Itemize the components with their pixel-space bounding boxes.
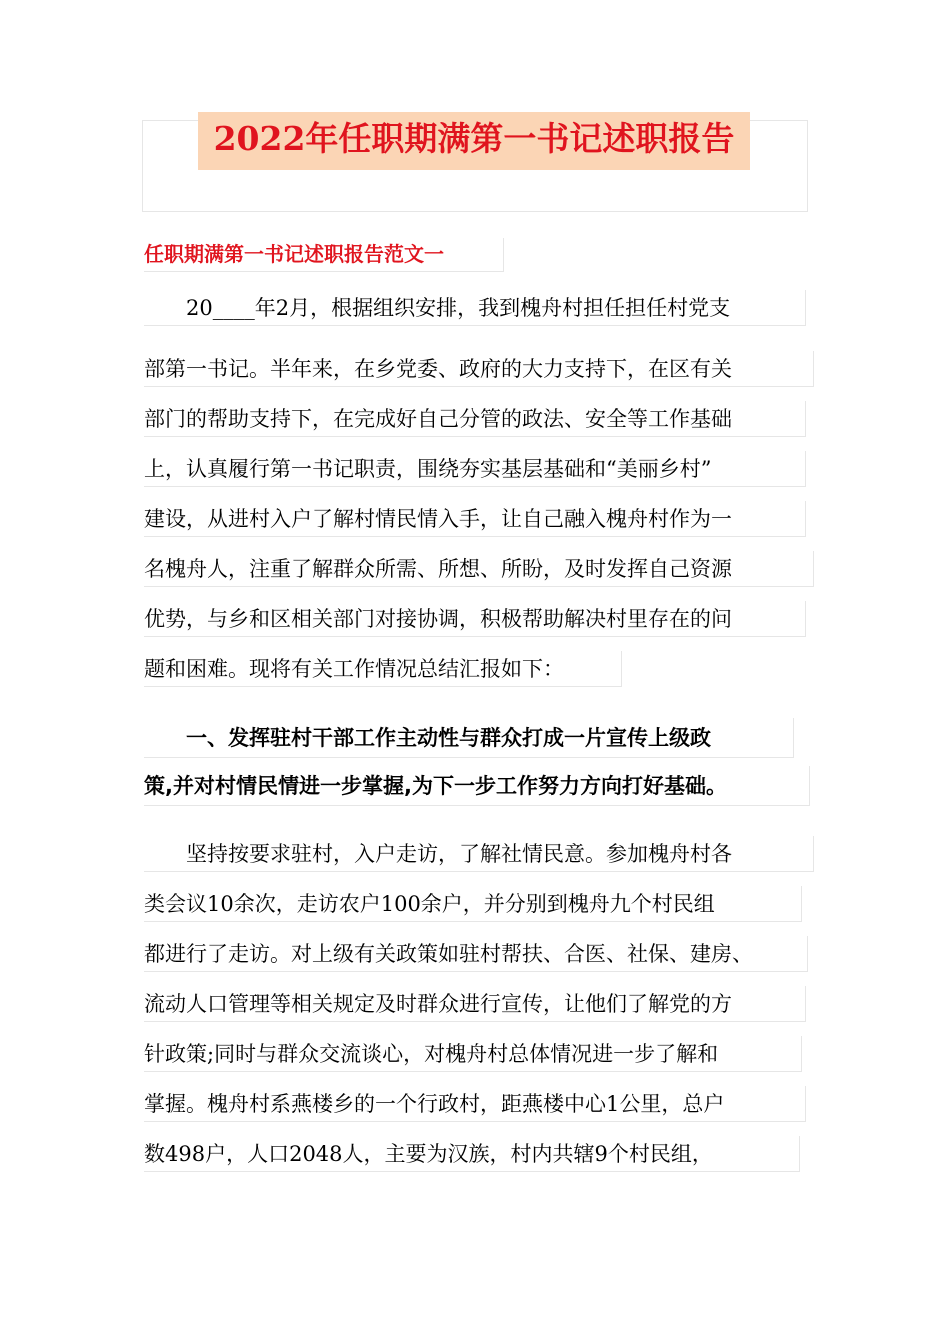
text-line: 名槐舟人，注重了解群众所需、所想、所盼，及时发挥自己资源 (144, 551, 814, 587)
heading-line: 一、发挥驻村干部工作主动性与群众打成一片宣传上级政 (144, 718, 794, 758)
section-subtitle: 任职期满第一书记述职报告范文一 (144, 238, 504, 272)
text-line: 流动人口管理等相关规定及时群众进行宣传，让他们了解党的方 (144, 986, 806, 1022)
text-line: 数498户，人口2048人，主要为汉族，村内共辖9个村民组， (144, 1136, 800, 1172)
text-line: 20____年2月，根据组织安排，我到槐舟村担任担任村党支 (144, 290, 806, 326)
text-line: 优势，与乡和区相关部门对接协调，积极帮助解决村里存在的问 (144, 601, 806, 637)
text-line: 部第一书记。半年来，在乡党委、政府的大力支持下，在区有关 (144, 351, 814, 387)
text-line: 掌握。槐舟村系燕楼乡的一个行政村，距燕楼中心1公里，总户 (144, 1086, 806, 1122)
document-title: 2022年任职期满第一书记述职报告 (198, 112, 750, 170)
text-line: 题和困难。现将有关工作情况总结汇报如下： (144, 651, 622, 687)
text-line: 都进行了走访。对上级有关政策如驻村帮扶、合医、社保、建房、 (144, 936, 808, 972)
text-line: 坚持按要求驻村，入户走访，了解社情民意。参加槐舟村各 (144, 836, 814, 872)
text-line: 类会议10余次，走访农户100余户，并分别到槐舟九个村民组 (144, 886, 802, 922)
text-line: 建设，从进村入户了解村情民情入手，让自己融入槐舟村作为一 (144, 501, 806, 537)
text-line: 部门的帮助支持下，在完成好自己分管的政法、安全等工作基础 (144, 401, 806, 437)
text-line: 上，认真履行第一书记职责，围绕夯实基层基础和“美丽乡村” (144, 451, 806, 487)
text-line: 针政策;同时与群众交流谈心，对槐舟村总体情况进一步了解和 (144, 1036, 802, 1072)
heading-line: 策,并对村情民情进一步掌握,为下一步工作努力方向打好基础。 (144, 766, 810, 806)
